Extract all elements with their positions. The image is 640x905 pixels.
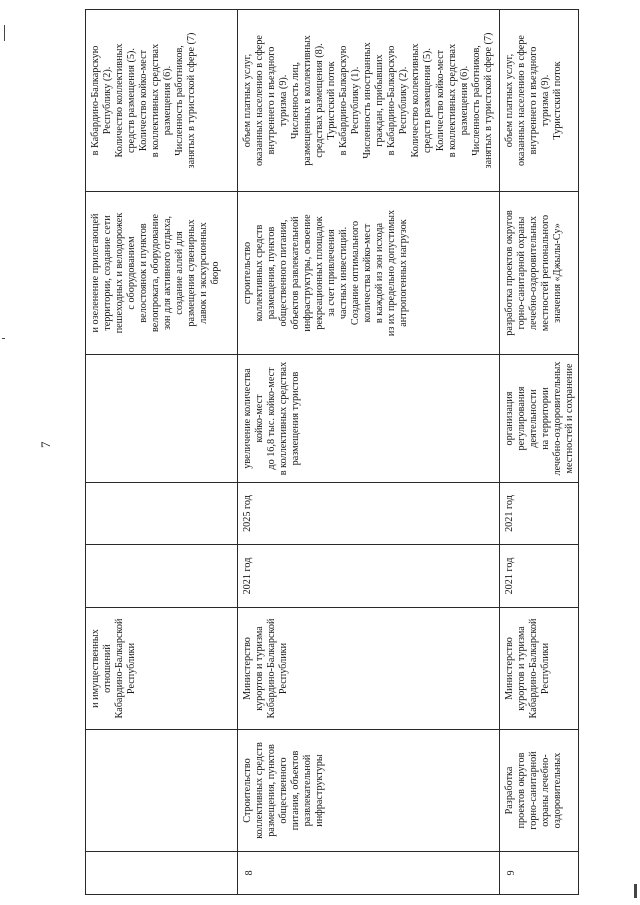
expected-result: увеличение количества койко-мест до 16,8 тыс. койко-мест в коллективных средствах размещения туристов <box>238 355 500 483</box>
main-activities: разработка проектов округов горно-санитарной охраны лечебно-оздоровительных местностей регионального значения «Джылы-Су» <box>500 192 579 355</box>
end-date: 2025 год <box>238 483 500 545</box>
start-date: 2021 год <box>500 545 579 608</box>
measure-name: Разработка проектов округов горно-санитарной охраны лечебно- оздоровительных <box>500 730 579 852</box>
start-date: 2021 год <box>238 545 500 608</box>
row-number: 9 <box>500 852 579 895</box>
page-number: 7 <box>38 441 53 448</box>
end-date <box>86 483 238 545</box>
main-activities: и озеленение прилегающей территории, создание сети пешеходных и велодорожек с оборудованием велостоянок и пунктов велопроката, оборудование зон для активного отдыха, создание аллей для размещения сувенирных лавок и экскурсионных бюро <box>86 192 238 355</box>
table-row <box>86 10 238 895</box>
table-row <box>238 10 500 895</box>
row-number <box>86 852 238 895</box>
executor: и имущественных отношений Кабардино-Балкарской Республики <box>86 608 238 730</box>
expected-result: организация регулирования деятельности на территории лечебно-оздоровительных местностей и сохранение <box>500 355 579 483</box>
indicators: объем платных услуг, оказанных населению в сфере внутреннего и въездного туризма (9). Туристский поток <box>500 10 579 192</box>
row-number: 8 <box>238 852 500 895</box>
activities-table <box>85 9 579 895</box>
executor: Министерство курортов и туризма Кабардино-Балкарской Республики <box>238 608 500 730</box>
start-date <box>86 545 238 608</box>
indicators: в Кабардино-Балкарскую Республику (2). Количество коллективных средств размещения (5). Количество койко-мест в коллективных средствах размещения (6). Численность работников, занятых в туристской сфере (7) <box>86 10 238 192</box>
executor: Министерство курортов и туризма Кабардино-Балкарской Республики <box>500 608 579 730</box>
measure-name <box>86 730 238 852</box>
main-activities: строительство коллективных средств размещения, пунктов общественного питания, объектов развлекательной инфраструктуры, освоение рекреационных площадок за счет привлечения частных инвестиций. Создание оптимального количества койко-мест в каждой из зон исхода из их предельно допустимых антропогенных нагрузок <box>238 192 500 355</box>
indicators: объем платных услуг, оказанных населению в сфере внутреннего и въездного туризма (9). Численность лиц, размещенных в коллективных средствах размещения (8). Туристский поток в Кабардино-Балкарскую Республику (1). Численность иностранных граждан, прибывших в Кабардино-Балкарскую Республику (2). Количество коллективных средств размещения (5). Количество койко-мест в коллективных средствах размещения (6). Численность работников, занятых в туристской сфере (7) <box>238 10 500 192</box>
measure-name: Строительство коллективных средств размещения, пунктов общественного питания, объектов развлекательной инфраструктуры <box>238 730 500 852</box>
end-date: 2021 год <box>500 483 579 545</box>
expected-result <box>86 355 238 483</box>
table-row <box>500 10 579 895</box>
